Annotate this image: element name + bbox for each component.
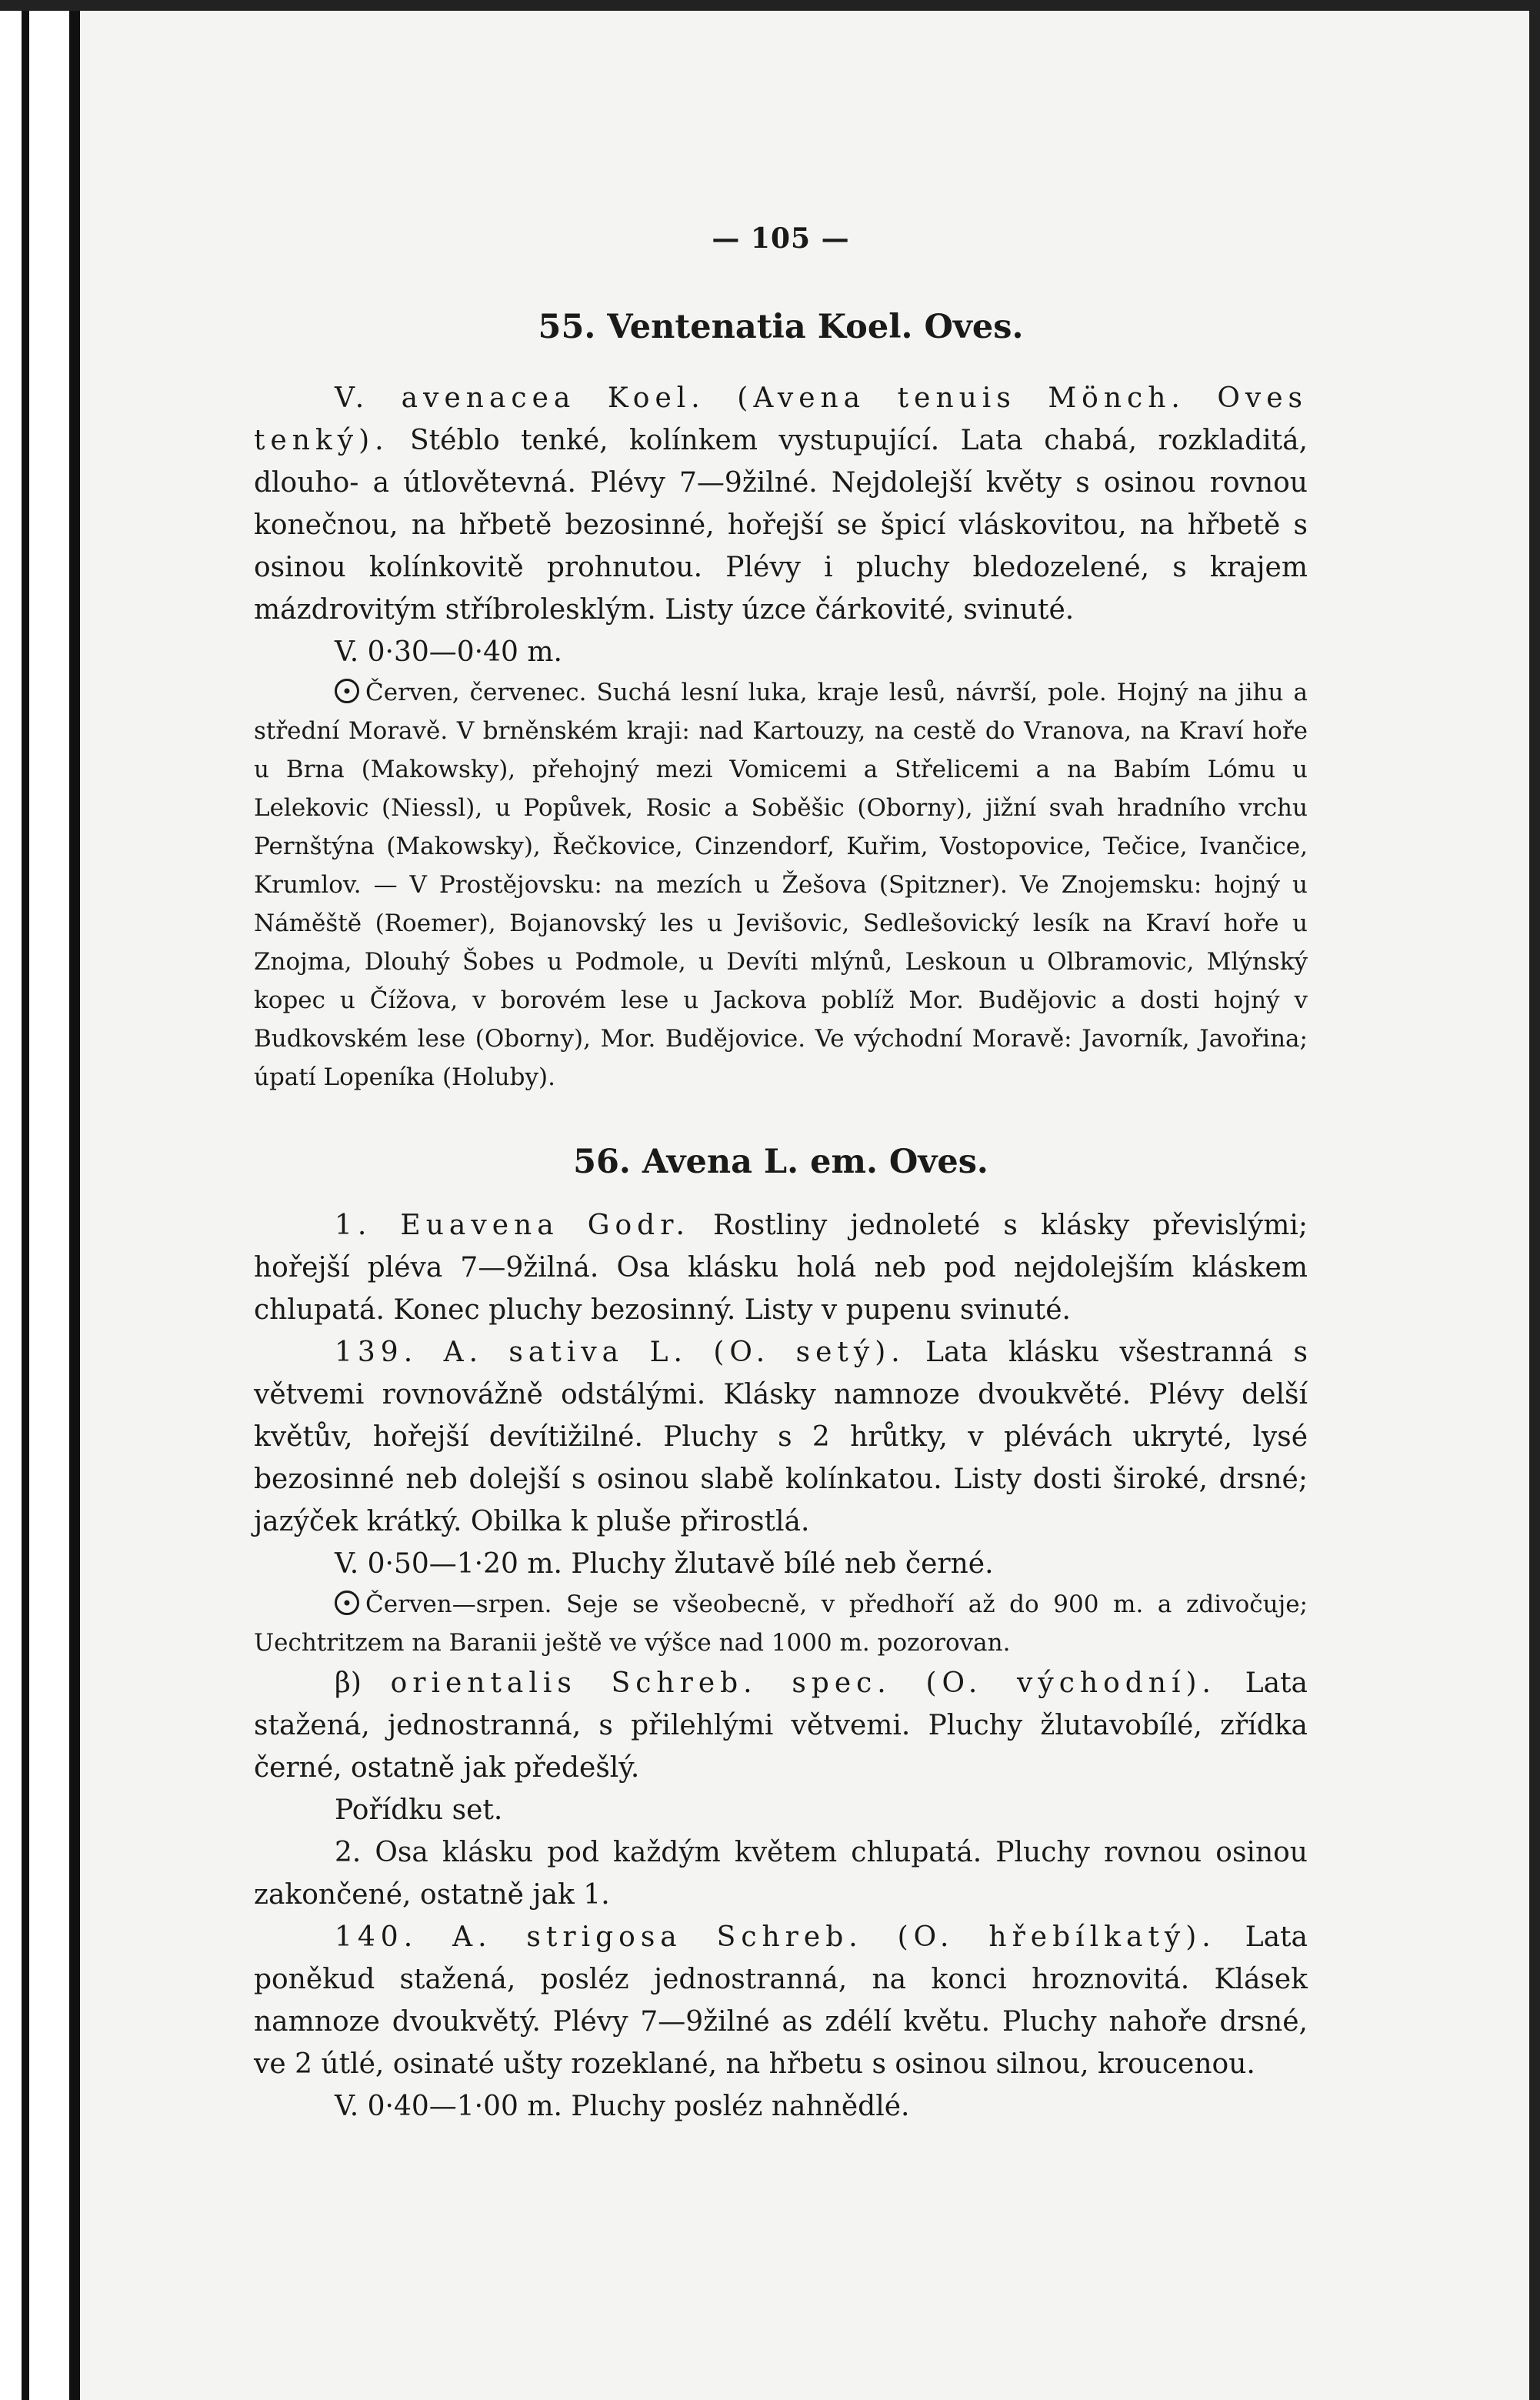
scan-margin (0, 0, 77, 2400)
annual-plant-icon (335, 1591, 359, 1615)
species-140-size: V. 0·40—1·00 m. Pluchy posléz nahnědlé. (335, 2091, 910, 2122)
genus-heading-avena: 56. Avena L. em. Oves. (573, 1143, 988, 1181)
species-139-size: V. 0·50—1·20 m. Pluchy žlutavě bílé neb černé. (335, 1548, 994, 1580)
page-number: — 105 — (712, 222, 850, 255)
scan-edge-bar (22, 0, 29, 2400)
variety-orientalis-name: orientalis Schreb. spec. (O. východní). (390, 1667, 1216, 1699)
species-138-text: Stéblo tenké, kolínkem vystupující. Lata chabá, rozkladitá, dlouho- a útlovětevná. Plévy 7—9žilné. Nejdolejší květy s osinou rovnou konečnou, na hřbetě bezosinné, hořejší se špicí vláskovitou, na hřbetě s osinou kolínkovitě prohnutou. Plévy i pluchy bledozelené, s krajem mázdrovitým stříbrolesklým. Listy úzce čárkovité, svinuté. (254, 425, 1308, 626)
species-138-size: V. 0·30—0·40 m. (335, 636, 562, 668)
page-content (254, 223, 1308, 2128)
species-140-description (254, 1916, 1308, 2085)
species-140-text: Lata poněkud stažená, posléz jednostranná, na konci hroznovitá. Klásek namnoze dvoukvětý. Plévy 7—9žilné as zdélí květu. Pluchy nahoře drsné, ve 2 útlé, osinaté ušty rozeklané, na hřbetu s osinou silnou, kroucenou. (254, 1921, 1308, 2080)
scan-edge-bar (69, 0, 80, 2400)
avena-section-1 (254, 1204, 1308, 1331)
variety-symbol: β) (335, 1667, 362, 1699)
variety-orientalis-text: Lata stažená, jednostranná, s přilehlými větvemi. Pluchy žlutavobílé, zřídka černé, ostatně jak předešlý. (254, 1667, 1308, 1784)
avena-section-2: 2. Osa klásku pod každým květem chlupatá. Pluchy rovnou osinou zakončené, ostatně jak 1. (254, 1837, 1308, 1911)
variety-orientalis-note: Pořídku set. (335, 1794, 503, 1826)
species-139-occurrence-text: Červen—srpen. Seje se všeobecně, v předhoří až do 900 m. a zdivočuje; Uechtritzem na Baranii ještě ve výšce nad 1000 m. pozorovan. (254, 1591, 1308, 1657)
scan-right-edge (1529, 0, 1540, 2400)
scan-top-edge (0, 0, 1540, 11)
species-139-name: 139. A. sativa L. (O. setý). (335, 1337, 905, 1368)
species-140-name: 140. A. strigosa Schreb. (O. hřebílkatý). (335, 1921, 1216, 1953)
species-138-name: V. avenacea Koel. (Avena tenuis Mönch. Oves tenký). (254, 382, 1308, 456)
species-138-occurrence-text: Červen, červenec. Suchá lesní luka, kraje lesů, návrší, pole. Hojný na jihu a střední Moravě. V brněnském kraji: nad Kartouzy, na cestě do Vranova, na Kraví hoře u Brna (Makowsky), přehojný mezi Vomicemi a Střelicemi a na Babím Lómu u Lelekovic (Niessl), u Popůvek, Rosic a Soběšic (Oborny), jižní svah hradního vrchu Pernštýna (Makowsky), Řečkovice, Cinzendorf, Kuřim, Vostopovice, Tečice, Ivančice, Krumlov. — V Prostějovsku: na mezích u Žešova (Spitzner). Ve Znojemsku: hojný u Náměště (Roemer), Bojanovský les u Jevišovic, Sedlešovický lesík na Kraví hoře u Znojma, Dlouhý Šobes u Podmole, u Devíti mlýnů, Leskoun u Olbramovic, Mlýnský kopec u Čížova, v borovém lese u Jackova poblíž Mor. Budějovic a dosti hojný v Budkovském lese (Oborny), Mor. Budějovice. Ve východní Moravě: Javorník, Javořina; úpatí Lopeníka (Holuby). (254, 679, 1308, 1091)
variety-orientalis (254, 1662, 1308, 1789)
avena-section-1-label: 1. Euavena Godr. (335, 1210, 690, 1241)
annual-plant-icon (335, 679, 359, 703)
genus-heading-ventenatia: 55. Ventenatia Koel. Oves. (538, 308, 1024, 346)
species-138-occurrence (254, 673, 1308, 1097)
avena-section-1-text: Rostliny jednoleté s klásky převislými; hořejší pléva 7—9žilná. Osa klásku holá neb pod nejdolejším kláskem chlupatá. Konec pluchy bezosinný. Listy v pupenu svinuté. (254, 1210, 1308, 1326)
species-139-text: Lata klásku všestranná s větvemi rovnovážně odstálými. Klásky namnoze dvoukvěté. Plévy delší květův, hořejší devítižilné. Pluchy s 2 hrůtky, v plévách ukryté, lysé bezosinné neb dolejší s osinou slabě kolínkatou. Listy dosti široké, drsné; jazýček krátký. Obilka k pluše přirostlá. (254, 1337, 1308, 1537)
species-139-occurrence (254, 1585, 1308, 1662)
species-139-description (254, 1331, 1308, 1543)
species-138-description (254, 377, 1308, 631)
